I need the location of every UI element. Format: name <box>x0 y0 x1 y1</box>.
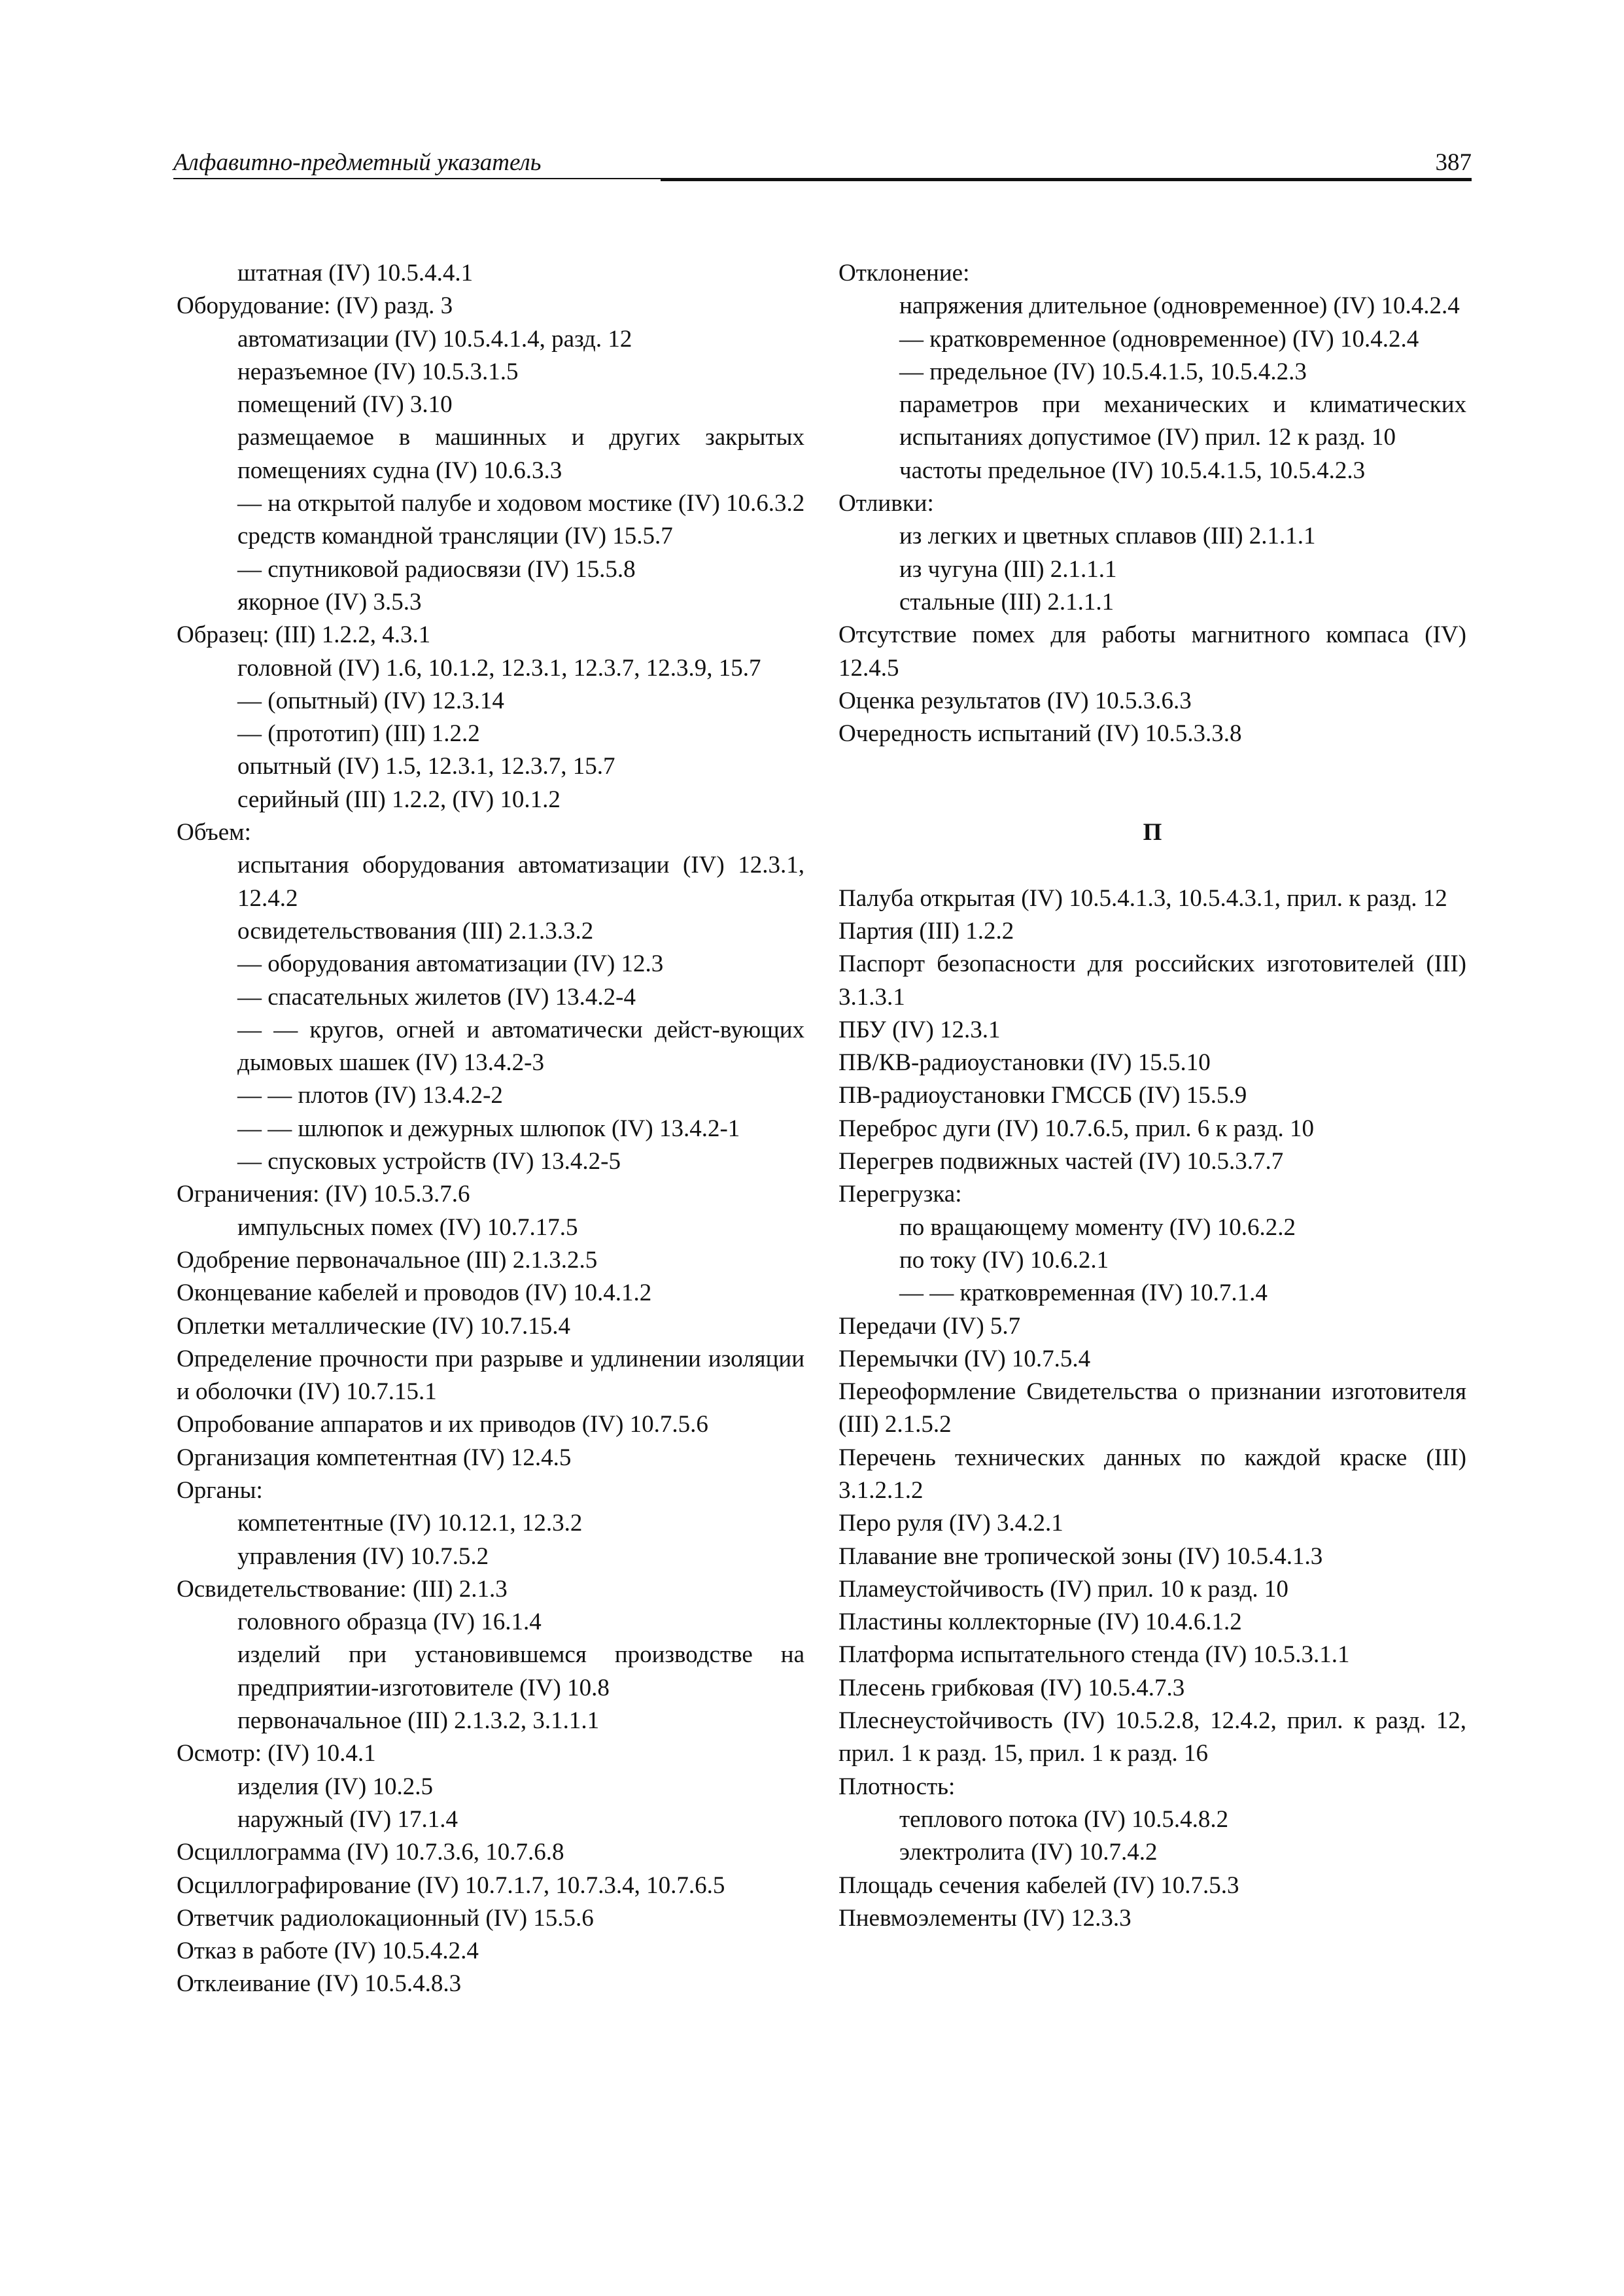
index-subentry: — — шлюпок и дежурных шлюпок (IV) 13.4.2-1 <box>237 1115 740 1142</box>
page-number: 387 <box>1435 149 1472 176</box>
index-entry: Осциллографирование (IV) 10.7.1.7, 10.7.3.4, 10.7.6.5 <box>177 1871 725 1899</box>
index-subentry: якорное (IV) 3.5.3 <box>237 588 422 616</box>
index-entry: Опробование аппаратов и их приводов (IV) 10.7.5.6 <box>177 1411 708 1438</box>
index-subentry: — — плотов (IV) 13.4.2-2 <box>237 1082 503 1109</box>
index-entry: Ограничения: (IV) 10.5.3.7.6 <box>177 1181 470 1208</box>
index-subentry: из легких и цветных сплавов (III) 2.1.1.1 <box>899 523 1316 550</box>
index-entry: Перегрев подвижных частей (IV) 10.5.3.7.7 <box>838 1148 1284 1175</box>
index-entry: Оборудование: (IV) разд. 3 <box>177 292 453 320</box>
index-entry: Пламеустойчивость (IV) прил. 10 к разд. 10 <box>838 1575 1288 1603</box>
index-subentry: помещений (IV) 3.10 <box>237 391 453 419</box>
index-subentry: — спасательных жилетов (IV) 13.4.2-4 <box>237 983 636 1011</box>
index-subentry: изделия (IV) 10.2.5 <box>237 1773 433 1800</box>
index-entry: Организация компетентная (IV) 12.4.5 <box>177 1444 572 1471</box>
index-subentry: наружный (IV) 17.1.4 <box>237 1805 458 1833</box>
index-entry: Плеснеустойчивость (IV) 10.5.2.8, 12.4.2, прил. к разд. 12, прил. 1 к разд. 15, прил. 1 к разд. 16 <box>838 1707 1466 1767</box>
index-subentry: — кратковременное (одновременное) (IV) 10.4.2.4 <box>899 325 1419 353</box>
index-subentry: по току (IV) 10.6.2.1 <box>899 1246 1109 1274</box>
index-entry: ПБУ (IV) 12.3.1 <box>838 1016 1001 1043</box>
index-entry: Очередность испытаний (IV) 10.5.3.3.8 <box>838 720 1242 748</box>
index-subentry: изделий при установившемся производстве на предприятии-изготовителе (IV) 10.8 <box>237 1641 804 1701</box>
index-subentry: головной (IV) 1.6, 10.1.2, 12.3.1, 12.3.7, 12.3.9, 15.7 <box>237 654 761 682</box>
index-subentry: — предельное (IV) 10.5.4.1.5, 10.5.4.2.3 <box>899 358 1307 385</box>
index-entry: ПВ-радиоустановки ГМССБ (IV) 15.5.9 <box>838 1082 1247 1109</box>
index-subentry: освидетельствования (III) 2.1.3.3.2 <box>237 917 594 945</box>
index-entry: Образец: (III) 1.2.2, 4.3.1 <box>177 621 431 649</box>
index-subentry: электролита (IV) 10.7.4.2 <box>899 1839 1158 1866</box>
index-subentry: — спусковых устройств (IV) 13.4.2-5 <box>237 1148 621 1175</box>
index-entry: ПВ/КВ-радиоустановки (IV) 15.5.10 <box>838 1049 1211 1077</box>
index-subentry: по вращающему моменту (IV) 10.6.2.2 <box>899 1213 1296 1241</box>
index-entry: Отклеивание (IV) 10.5.4.8.3 <box>177 1970 462 1998</box>
index-subentry: штатная (IV) 10.5.4.4.1 <box>237 260 474 287</box>
section-gap-small <box>838 849 1466 882</box>
index-entry: Отказ в работе (IV) 10.5.4.2.4 <box>177 1938 479 1965</box>
index-entry: Ответчик радиолокационный (IV) 15.5.6 <box>177 1904 594 1932</box>
right-column-bottom <box>838 882 1466 1936</box>
index-entry: Органы: <box>177 1476 263 1504</box>
header-rule-thick <box>661 178 1472 181</box>
index-subentry: компетентные (IV) 10.12.1, 12.3.2 <box>237 1510 583 1537</box>
index-entry: Пневмоэлементы (IV) 12.3.3 <box>838 1904 1132 1932</box>
index-subentry: параметров при механических и климатических испытаниях допустимое (IV) прил. 12 к разд. 10 <box>899 391 1466 451</box>
section-gap <box>838 750 1466 816</box>
index-subentry: средств командной трансляции (IV) 15.5.7 <box>237 523 673 550</box>
index-entry: Определение прочности при разрыве и удлинении изоляции и оболочки (IV) 10.7.15.1 <box>177 1345 804 1406</box>
right-column-top <box>838 257 1466 750</box>
index-subentry: — оборудования автоматизации (IV) 12.3 <box>237 950 664 978</box>
index-entry: Переоформление Свидетельства о признании изготовителя (III) 2.1.5.2 <box>838 1378 1466 1438</box>
index-entry: Одобрение первоначальное (III) 2.1.3.2.5 <box>177 1246 598 1274</box>
index-subentry: частоты предельное (IV) 10.5.4.1.5, 10.5.4.2.3 <box>899 457 1366 484</box>
index-entry: Осмотр: (IV) 10.4.1 <box>177 1740 376 1767</box>
section-letter: П <box>1143 819 1162 846</box>
left-column <box>177 257 804 2001</box>
index-subentry: напряжения длительное (одновременное) (IV) 10.4.2.4 <box>899 292 1460 320</box>
index-entry: Платформа испытательного стенда (IV) 10.5.3.1.1 <box>838 1641 1350 1669</box>
index-subentry: неразъемное (IV) 10.5.3.1.5 <box>237 358 519 385</box>
index-entry: Освидетельствование: (III) 2.1.3 <box>177 1575 508 1603</box>
index-subentry: — — кратковременная (IV) 10.7.1.4 <box>899 1279 1268 1307</box>
index-entry: Оплетки металлические (IV) 10.7.15.4 <box>177 1312 571 1340</box>
index-entry: Паспорт безопасности для российских изготовителей (III) 3.1.3.1 <box>838 950 1466 1011</box>
index-entry: Отливки: <box>838 490 934 517</box>
index-subentry: стальные (III) 2.1.1.1 <box>899 588 1114 616</box>
index-subentry: импульсных помех (IV) 10.7.17.5 <box>237 1213 578 1241</box>
index-entry: Перемычки (IV) 10.7.5.4 <box>838 1345 1091 1372</box>
index-subentry: из чугуна (III) 2.1.1.1 <box>899 555 1117 583</box>
index-entry: Передачи (IV) 5.7 <box>838 1312 1021 1340</box>
index-entry: Осциллограмма (IV) 10.7.3.6, 10.7.6.8 <box>177 1839 564 1866</box>
index-entry: Плавание вне тропической зоны (IV) 10.5.4.1.3 <box>838 1542 1323 1570</box>
index-entry: Плотность: <box>838 1773 956 1800</box>
index-subentry: — (опытный) (IV) 12.3.14 <box>237 687 504 714</box>
index-entry: Отклонение: <box>838 260 970 287</box>
index-subentry: головного образца (IV) 16.1.4 <box>237 1609 542 1636</box>
index-entry: Перегрузка: <box>838 1181 962 1208</box>
index-entry: Объем: <box>177 819 251 846</box>
index-subentry: автоматизации (IV) 10.5.4.1.4, разд. 12 <box>237 325 632 353</box>
index-subentry: — — кругов, огней и автоматически дейст-вующих дымовых шашек (IV) 13.4.2-3 <box>237 1016 804 1077</box>
index-entry: Палуба открытая (IV) 10.5.4.1.3, 10.5.4.3.1, прил. к разд. 12 <box>838 884 1447 912</box>
index-subentry: испытания оборудования автоматизации (IV) 12.3.1, 12.4.2 <box>237 852 804 912</box>
page-header <box>173 145 1472 181</box>
index-entry: Оценка результатов (IV) 10.5.3.6.3 <box>838 687 1192 714</box>
index-entry: Переброс дуги (IV) 10.7.6.5, прил. 6 к разд. 10 <box>838 1115 1314 1142</box>
index-subentry: опытный (IV) 1.5, 12.3.1, 12.3.7, 15.7 <box>237 753 615 780</box>
index-entry: Отсутствие помех для работы магнитного компаса (IV) 12.4.5 <box>838 621 1466 682</box>
index-subentry: — (прототип) (III) 1.2.2 <box>237 720 480 748</box>
running-title: Алфавитно-предметный указатель <box>173 149 542 176</box>
index-subentry: управления (IV) 10.7.5.2 <box>237 1542 489 1570</box>
index-entry: Оконцевание кабелей и проводов (IV) 10.4.1.2 <box>177 1279 652 1307</box>
index-entry: Перо руля (IV) 3.4.2.1 <box>838 1510 1063 1537</box>
index-subentry: теплового потока (IV) 10.5.4.8.2 <box>899 1805 1229 1833</box>
right-column <box>838 257 1466 1935</box>
index-entry: Плесень грибковая (IV) 10.5.4.7.3 <box>838 1674 1185 1701</box>
index-subentry: — на открытой палубе и ходовом мостике (IV) 10.6.3.2 <box>237 490 805 517</box>
index-entry: Перечень технических данных по каждой краске (III) 3.1.2.1.2 <box>838 1444 1466 1504</box>
index-entry: Пластины коллекторные (IV) 10.4.6.1.2 <box>838 1609 1242 1636</box>
index-subentry: размещаемое в машинных и других закрытых помещениях судна (IV) 10.6.3.3 <box>237 424 804 484</box>
index-entry: Площадь сечения кабелей (IV) 10.7.5.3 <box>838 1871 1239 1899</box>
index-subentry: — спутниковой радиосвязи (IV) 15.5.8 <box>237 555 636 583</box>
index-entry: Партия (III) 1.2.2 <box>838 917 1014 945</box>
index-subentry: серийный (III) 1.2.2, (IV) 10.1.2 <box>237 786 561 813</box>
index-subentry: первоначальное (III) 2.1.3.2, 3.1.1.1 <box>237 1707 600 1735</box>
